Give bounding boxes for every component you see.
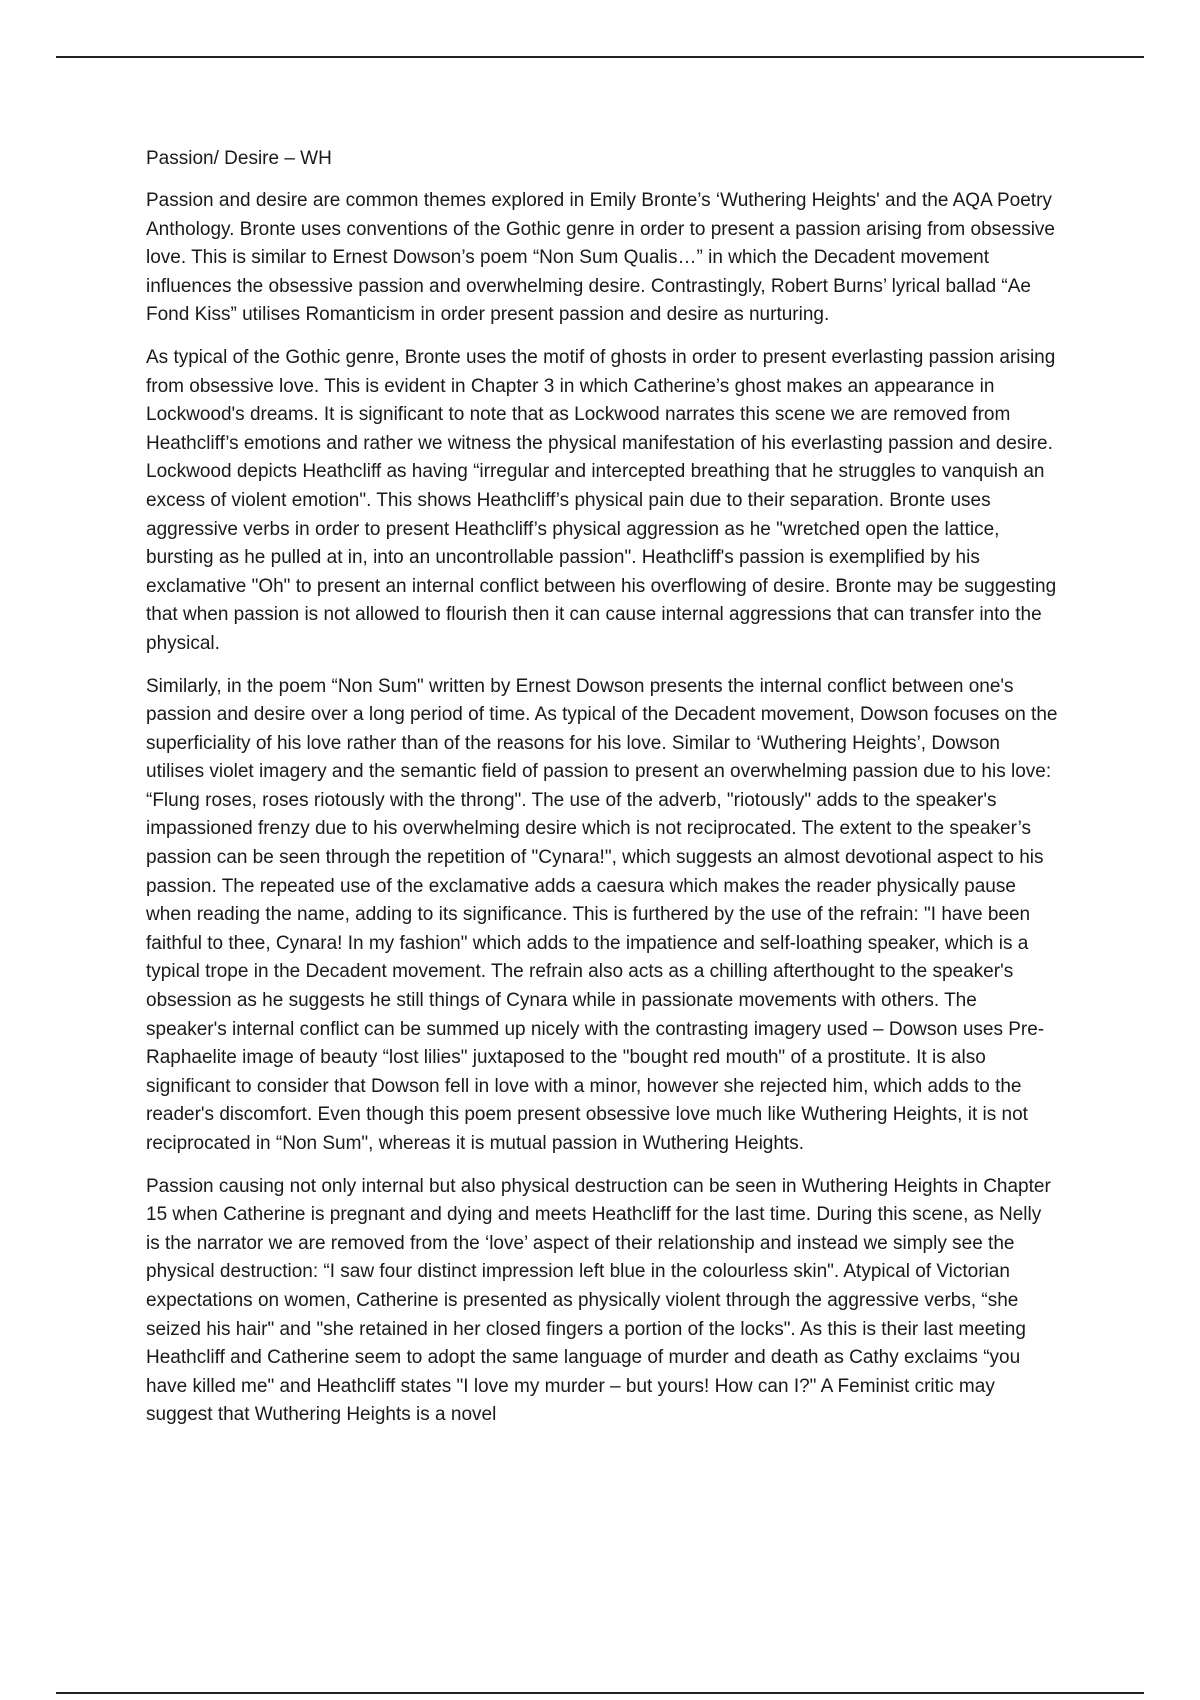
document-title: Passion/ Desire – WH (146, 148, 332, 169)
top-rule (56, 56, 1144, 58)
paragraph-gothic-ghosts: As typical of the Gothic genre, Bronte uses the motif of ghosts in order to present everlasting passion arising from obsessive love. This is evident in Chapter 3 in which Catherine’s ghost makes an appearance in Lockwood's dreams. It is significant to note that as Lockwood narrates this scene we are removed from Heathcliff’s emotions and rather we witness the physical manifestation of his everlasting passion and desire. Lockwood depicts Heathcliff as having “irregular and intercepted breathing that he struggles to vanquish an excess of violent emotion". This shows Heathcliff’s physical pain due to their separation. Bronte uses aggressive verbs in order to present Heathcliff’s physical aggression as he "wretched open the lattice, bursting as he pulled at in, into an uncontrollable passion". Heathcliff's passion is exemplified by his exclamative "Oh" to present an internal conflict between his overflowing of desire. Bronte may be suggesting that when passion is not allowed to flourish then it can cause internal aggressions that can transfer into the physical. (146, 346, 1057, 654)
document-body (146, 144, 1058, 1444)
bottom-rule (56, 1692, 1144, 1694)
paragraph-physical-destruction: Passion causing not only internal but also physical destruction can be seen in Wuthering Heights in Chapter 15 when Catherine is pregnant and dying and meets Heathcliff for the last time. During this scene, as Nelly is the narrator we are removed from the ‘love’ aspect of their relationship and instead we simply see the physical destruction: “I saw four distinct impression left blue in the colourless skin". Atypical of Victorian expectations on women, Catherine is presented as physically violent through the aggressive verbs, “she seized his hair" and "she retained in her closed fingers a portion of the locks". As this is their last meeting Heathcliff and Catherine seem to adopt the same language of murder and death as Cathy exclaims “you have killed me" and Heathcliff states "I love my murder – but yours! How can I?" A Feminist critic may suggest that Wuthering Heights is a novel (146, 1175, 1051, 1426)
paragraph-non-sum: Similarly, in the poem “Non Sum" written by Ernest Dowson presents the internal conflict between one's passion and desire over a long period of time. As typical of the Decadent movement, Dowson focuses on the superficiality of his love rather than of the reasons for his love. Similar to ‘Wuthering Heights’, Dowson utilises violet imagery and the semantic field of passion to present an overwhelming passion due to his love: “Flung roses, roses riotously with the throng". The use of the adverb, "riotously" adds to the speaker's impassioned frenzy due to his overwhelming desire which is not reciprocated. The extent to the speaker’s passion can be seen through the repetition of "Cynara!", which suggests an almost devotional aspect to his passion. The repeated use of the exclamative adds a caesura which makes the reader physically pause when reading the name, adding to its significance. This is furthered by the use of the refrain: "I have been faithful to thee, Cynara! In my fashion" which adds to the impatience and self-loathing speaker, which is a typical trope in the Decadent movement. The refrain also acts as a chilling afterthought to the speaker's obsession as he suggests he still things of Cynara while in passionate movements with others. The speaker's internal conflict can be summed up nicely with the contrasting imagery used – Dowson uses Pre-Raphaelite image of beauty “lost lilies" juxtaposed to the "bought red mouth" of a prostitute. It is also significant to consider that Dowson fell in love with a minor, however she rejected him, which adds to the reader's discomfort. Even though this poem present obsessive love much like Wuthering Heights, it is not reciprocated in “Non Sum", whereas it is mutual passion in Wuthering Heights. (146, 675, 1058, 1154)
paragraph-intro: Passion and desire are common themes explored in Emily Bronte’s ‘Wuthering Heights' and the AQA Poetry Anthology. Bronte uses conventions of the Gothic genre in order to present a passion arising from obsessive love. This is similar to Ernest Dowson’s poem “Non Sum Qualis…” in which the Decadent movement influences the obsessive passion and overwhelming desire. Contrastingly, Robert Burns’ lyrical ballad “Ae Fond Kiss” utilises Romanticism in order present passion and desire as nurturing. (146, 190, 1055, 326)
